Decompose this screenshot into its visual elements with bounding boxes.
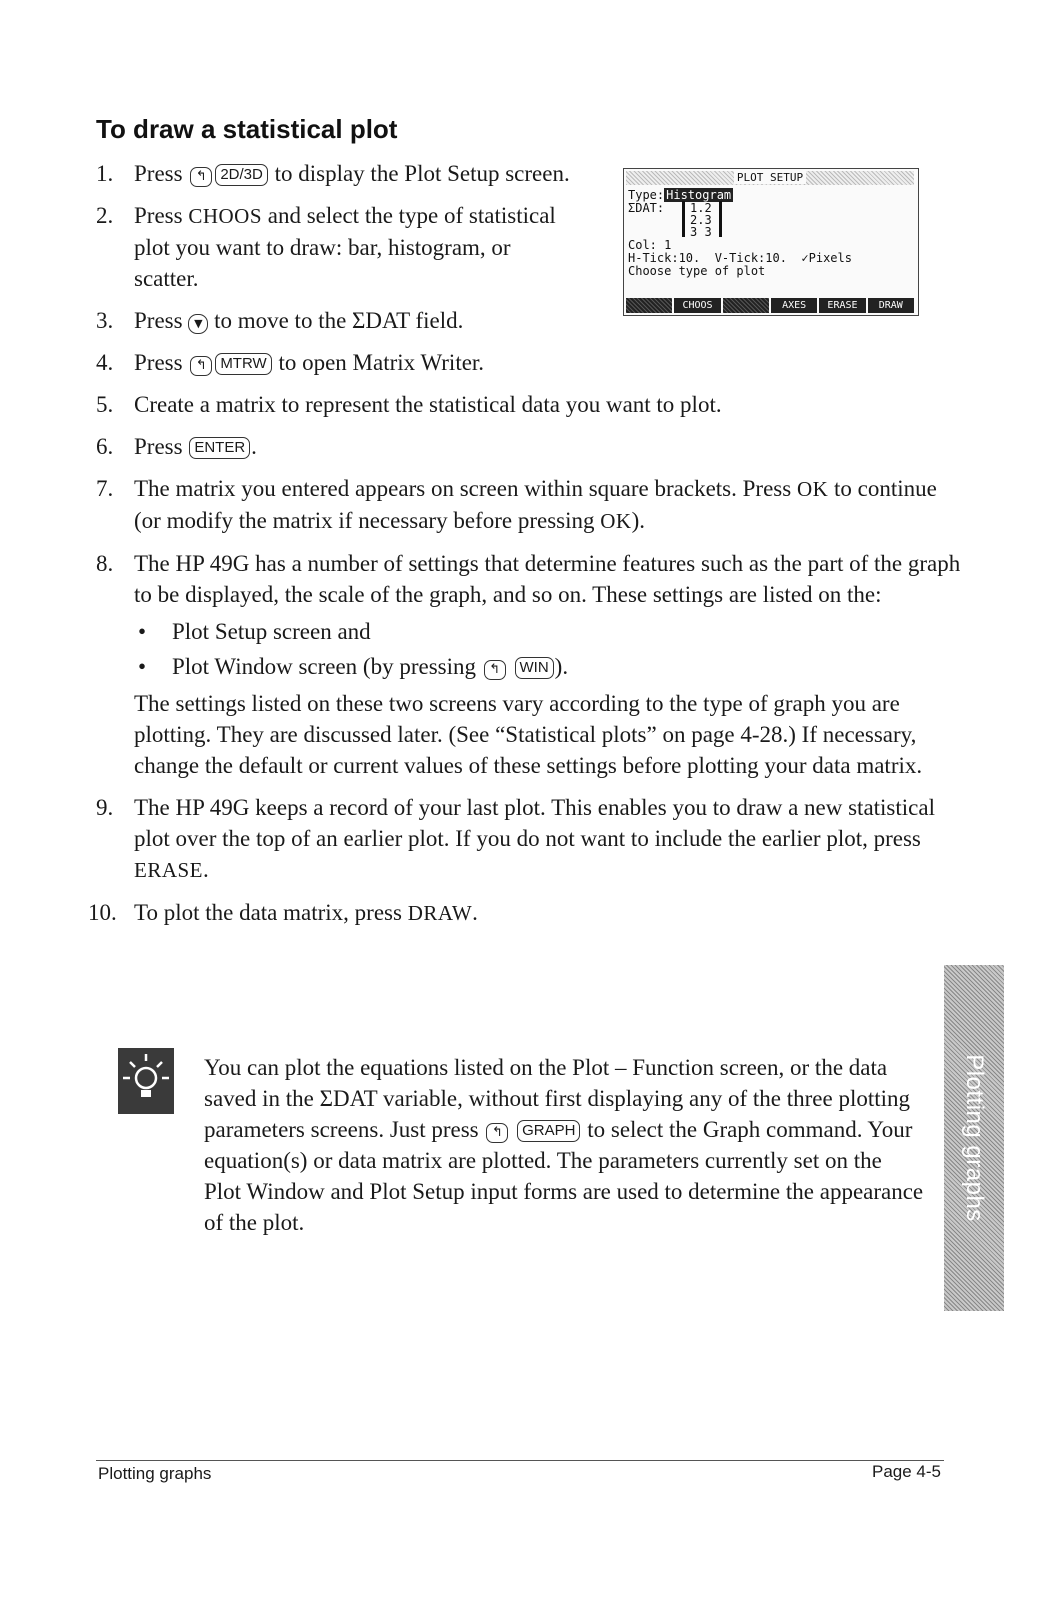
menu-key-erase: ERASE	[134, 858, 204, 882]
lightbulb-tip-icon	[118, 1048, 174, 1114]
lcd-matrix-row: 1.2	[690, 201, 712, 215]
tip-text-part: to select the Graph command. Your equation(s) or data matrix are plotted. The parameters currently set on the Plot Window and Plot Setup input forms are used to determine the appearance of the plot.	[204, 1117, 924, 1235]
step-5	[96, 389, 966, 420]
footer-divider	[96, 1460, 944, 1461]
step-text: Press	[134, 350, 183, 375]
lcd-menu-blank	[626, 298, 672, 313]
menu-key-ok: OK	[600, 509, 632, 533]
lcd-menu-erase: ERASE	[819, 298, 865, 313]
lcd-menu-draw: DRAW	[868, 298, 914, 313]
step-7	[96, 473, 966, 537]
lcd-type-row	[628, 189, 733, 201]
step-1	[96, 158, 580, 189]
step-6	[96, 431, 966, 462]
lcd-menu-bar	[626, 298, 914, 313]
step-text: Press	[134, 434, 183, 459]
step-text: .	[472, 900, 478, 925]
lcd-col-row: Col: 1	[628, 238, 672, 252]
lcd-type-value: Histogram	[666, 188, 732, 202]
bullet-item: • Plot Setup screen and	[134, 616, 966, 647]
lcd-help-line: Choose type of plot	[628, 264, 766, 278]
menu-key-draw: DRAW	[407, 901, 473, 925]
lcd-matrix-row: 2.3	[690, 213, 712, 227]
menu-key-choos: CHOOS	[188, 204, 262, 228]
side-tab-label: Plotting graphs	[961, 1054, 988, 1222]
tip-text	[204, 1052, 924, 1238]
key-mtrw: MTRW	[215, 353, 271, 375]
calculator-screen	[623, 168, 919, 316]
menu-key-ok: OK	[796, 477, 829, 501]
step-text: The HP 49G keeps a record of your last plot. This enables you to draw a new statistical plot over the top of an earlier plot. If you do not want to include the earlier plot, press	[134, 795, 935, 851]
step-number: 4.	[96, 350, 114, 375]
step-number: 5.	[96, 392, 114, 417]
step-text: Press	[134, 203, 183, 228]
chapter-side-tab	[944, 965, 1004, 1311]
step-text: .	[251, 434, 257, 459]
lcd-menu-choos: CHOOS	[674, 298, 720, 313]
step-text: to open Matrix Writer.	[278, 350, 485, 375]
step-number: 1.	[96, 161, 114, 186]
step-paragraph: The settings listed on these two screens vary according to the type of graph you are plotting. They are discussed later. (See “Statistical plots” on page 4-28.) If necessary, change the default or current values of these settings before plotting your data matrix.	[134, 691, 923, 778]
left-shift-key-icon: ↰	[484, 660, 506, 680]
step-9	[96, 792, 966, 886]
down-arrow-key-icon: ▼	[188, 314, 208, 334]
lcd-menu-blank	[723, 298, 769, 313]
step-text: Press	[742, 476, 792, 501]
tip-text-part: You can plot the equations listed on the Plot – Function screen, or the data saved in the ΣDAT variable, without first displaying any of the three plotting parameters screens. Just press	[204, 1055, 911, 1142]
step-text: Create a matrix to represent the statistical data you want to plot.	[134, 392, 722, 417]
step-number: 6.	[96, 434, 114, 459]
step-number: 10.	[88, 900, 117, 925]
lcd-matrix-row: 3 3	[690, 225, 712, 239]
key-graph: GRAPH	[517, 1120, 580, 1142]
lcd-title: PLOT SETUP	[734, 171, 806, 184]
key-win: WIN	[515, 657, 554, 679]
settings-bullet-list	[134, 616, 966, 682]
left-shift-key-icon: ↰	[190, 356, 212, 376]
lcd-sdat-label: ΣDAT:	[628, 201, 665, 215]
bullet-item	[134, 651, 966, 682]
step-number: 2.	[96, 203, 114, 228]
step-text: ).	[631, 508, 645, 533]
lcd-type-label: Type:	[628, 188, 665, 202]
key-2d3d: 2D/3D	[215, 164, 268, 186]
step-text: and select the type of statistical plot you want to draw: bar, histogram, or scatter.	[134, 203, 556, 291]
step-4	[96, 347, 966, 378]
step-text: to continue (or modify the matrix if necessary before pressing	[134, 476, 937, 533]
footer-chapter: Plotting graphs	[98, 1464, 212, 1483]
step-text: The HP 49G has a number of settings that determine features such as the part of the graph to be displayed, the scale of the graph, and so on. These settings are listed on the:	[134, 551, 961, 607]
lcd-tick-row: H-Tick:10. V-Tick:10. ✓Pixels	[628, 251, 852, 265]
step-text: to display the Plot Setup screen.	[274, 161, 570, 186]
step-number: 8.	[96, 551, 114, 576]
step-text: The matrix you entered appears on screen within square brackets.	[134, 476, 737, 501]
step-number: 7.	[96, 476, 114, 501]
key-enter: ENTER	[189, 437, 250, 459]
bullet-text: ).	[554, 654, 569, 679]
step-text: to move to the ΣDAT field.	[214, 308, 464, 333]
step-10	[88, 897, 966, 929]
step-text: .	[203, 857, 209, 882]
step-text: Press	[134, 161, 183, 186]
left-shift-key-icon: ↰	[190, 167, 212, 187]
bullet-text: Plot Window screen (by pressing	[172, 654, 476, 679]
lcd-menu-axes: AXES	[771, 298, 817, 313]
lcd-title-bar	[626, 171, 914, 185]
step-text: Press	[134, 308, 183, 333]
step-number: 3.	[96, 308, 114, 333]
step-2	[96, 200, 580, 294]
footer-page-number: Page 4-5	[872, 1462, 941, 1481]
left-shift-key-icon: ↰	[486, 1123, 508, 1143]
step-number: 9.	[96, 795, 114, 820]
section-heading: To draw a statistical plot	[96, 114, 398, 144]
step-8	[96, 548, 966, 781]
step-text: To plot the data matrix, press	[134, 900, 402, 925]
